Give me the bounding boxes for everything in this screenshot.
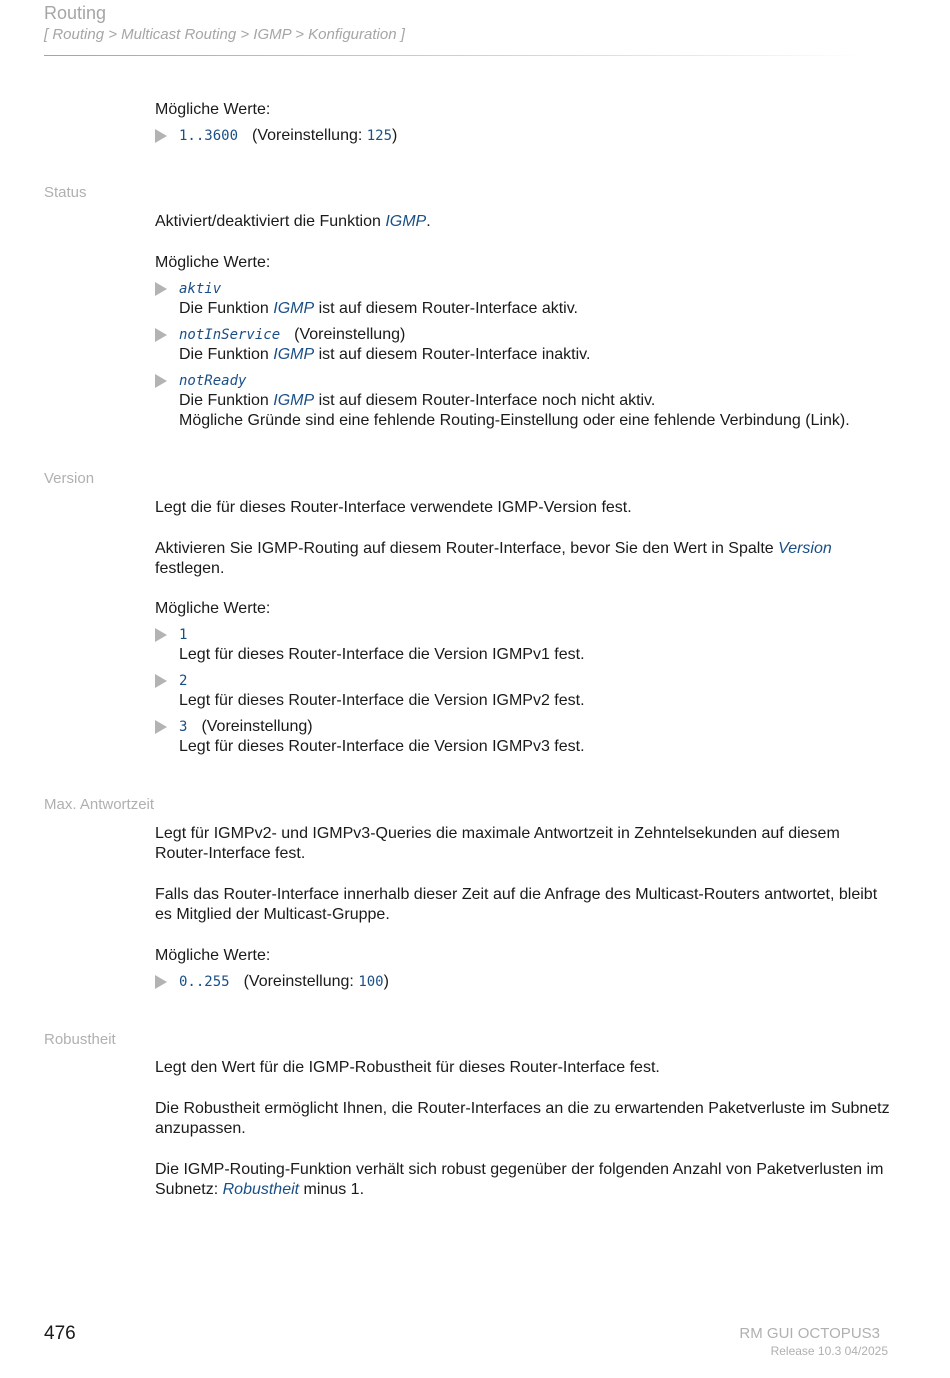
value-description: Die Funktion IGMP ist auf diesem Router-Interface inaktiv. [179,346,591,363]
max-response-paragraph: Legt für IGMPv2- und IGMPv3-Queries die maximale Antwortzeit in Zehntelsekunden auf diesem Router-Interface fest. [155,825,840,862]
bullet-triangle-icon [155,975,167,989]
keyword-version: Version [778,540,832,557]
value-item-1 [155,625,895,665]
default-prefix: (Voreinstellung: [243,973,359,990]
possible-values-label: Mögliche Werte: [155,254,271,271]
possible-values-label: Mögliche Werte: [155,101,271,118]
possible-values-label: Mögliche Werte: [155,600,271,617]
header-divider [44,55,864,56]
bullet-triangle-icon [155,328,167,342]
status-block [155,212,895,437]
status-description: Aktiviert/deaktiviert die Funktion IGMP. [155,213,431,230]
section-label-status: Status [44,184,87,201]
footer-release: Release 10.3 04/2025 [770,1344,888,1358]
default-value: 125 [366,128,393,144]
footer-product: RM GUI OCTOPUS3 [739,1325,880,1342]
intro-block [155,100,895,152]
value-item [155,126,895,146]
value-item [155,972,895,992]
section-label-version: Version [44,470,95,487]
value-description: Legt für dieses Router-Interface die Version IGMPv3 fest. [179,738,585,755]
value-item-notready [155,371,895,431]
value-code: 0..255 [179,974,230,990]
robustness-block [155,1058,895,1200]
breadcrumb: [ Routing > Multicast Routing > IGMP > Konfiguration ] [44,26,405,43]
value-item-aktiv [155,279,895,319]
robustness-paragraph: Legt den Wert für die IGMP-Robustheit für dieses Router-Interface fest. [155,1059,660,1076]
header-title: Routing [44,3,107,23]
bullet-triangle-icon [155,628,167,642]
default-prefix: (Voreinstellung: [252,127,367,144]
robustness-paragraph: Die Robustheit ermöglicht Ihnen, die Router-Interfaces an die zu erwartenden Paketverluste im Subnetz anzupassen. [155,1100,890,1137]
bullet-triangle-icon [155,374,167,388]
value-code: notReady [179,373,247,389]
value-description: Legt für dieses Router-Interface die Version IGMPv1 fest. [179,646,585,663]
value-code: aktiv [179,281,222,297]
bullet-triangle-icon [155,282,167,296]
max-response-paragraph: Falls das Router-Interface innerhalb dieser Zeit auf die Anfrage des Multicast-Routers antwortet, bleibt es Mitglied der Multicast-Gruppe. [155,886,878,923]
value-code: notInService [179,327,281,343]
value-description: Legt für dieses Router-Interface die Version IGMPv2 fest. [179,692,585,709]
value-item-2 [155,671,895,711]
value-code: 2 [179,673,188,689]
value-description: Mögliche Gründe sind eine fehlende Routing-Einstellung oder eine fehlende Verbindung (Link). [179,412,850,429]
version-paragraph: Legt die für dieses Router-Interface verwendete IGMP-Version fest. [155,499,632,516]
section-label-robustness: Robustheit [44,1031,116,1048]
default-suffix: ) [383,973,389,990]
max-response-block [155,824,895,998]
section-label-max-response: Max. Antwortzeit [44,796,155,813]
keyword-robustheit: Robustheit [222,1181,300,1198]
possible-values-label: Mögliche Werte: [155,947,271,964]
value-code: 3 [179,719,188,735]
value-description: Die Funktion IGMP ist auf diesem Router-Interface noch nicht aktiv. [179,392,656,409]
robustness-paragraph: Die IGMP-Routing-Funktion verhält sich robust gegenüber der folgenden Anzahl von Paketverlusten im Subnetz: Robustheit minus 1. [155,1161,884,1198]
default-note: (Voreinstellung) [294,326,406,343]
value-item-3 [155,717,895,757]
bullet-triangle-icon [155,674,167,688]
version-paragraph: Aktivieren Sie IGMP-Routing auf diesem Router-Interface, bevor Sie den Wert in Spalte Version festlegen. [155,540,832,577]
value-code: 1..3600 [179,128,239,144]
page-number: 476 [44,1323,76,1344]
value-code: 1 [179,627,188,643]
value-item-notinservice [155,325,895,365]
version-block [155,498,895,763]
default-note: (Voreinstellung) [201,718,313,735]
value-description: Die Funktion IGMP ist auf diesem Router-Interface aktiv. [179,300,578,317]
default-suffix: ) [392,127,398,144]
default-value: 100 [358,974,384,990]
keyword-igmp: IGMP [385,213,427,230]
bullet-triangle-icon [155,720,167,734]
bullet-triangle-icon [155,129,167,143]
